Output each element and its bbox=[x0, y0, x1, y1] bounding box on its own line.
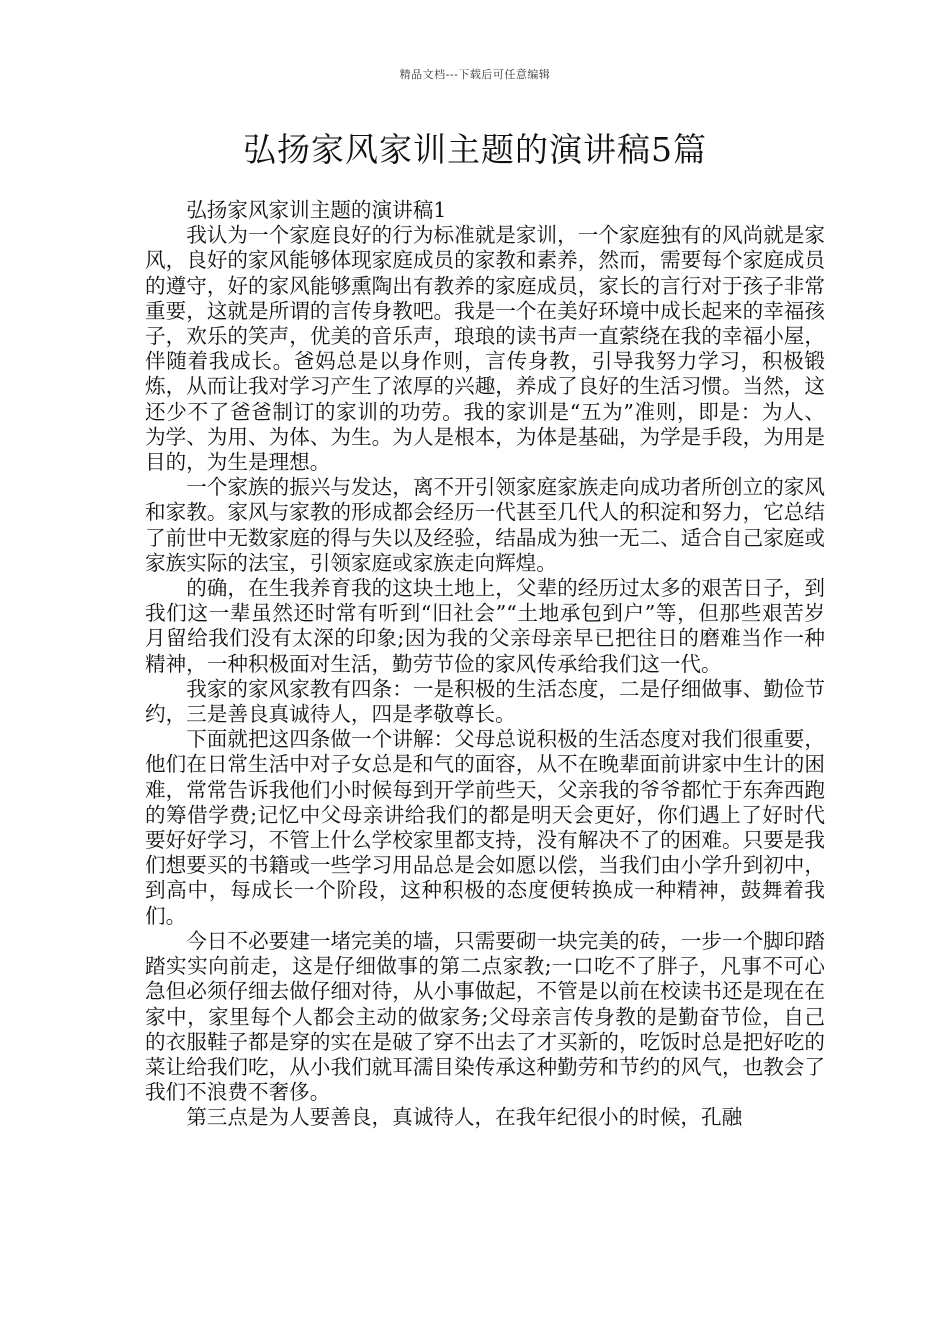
document-body bbox=[145, 198, 825, 1131]
paragraph-3: 的确，在生我养育我的这块土地上，父辈的经历过太多的艰苦日子，到我们这一辈虽然还时常有听到“旧社会”“土地承包到户”等，但那些艰苦岁月留给我们没有太深的印象;因为我的父亲母亲早已把往日的磨难当作一种精神，一种积极面对生活，勤劳节俭的家风传承给我们这一代。 bbox=[145, 576, 825, 676]
paragraph-1: 我认为一个家庭良好的行为标准就是家训，一个家庭独有的风尚就是家风，良好的家风能够体现家庭成员的家教和素养，然而，需要每个家庭成员的遵守，好的家风能够熏陶出有教养的家庭成员，家长的言行对于孩子非常重要，这就是所谓的言传身教吧。我是一个在美好环境中成长起来的幸福孩子，欢乐的笑声，优美的音乐声，琅琅的读书声一直萦绕在我的幸福小屋，伴随着我成长。爸妈总是以身作则，言传身教，引导我努力学习，积极锻炼，从而让我对学习产生了浓厚的兴趣，养成了良好的生活习惯。当然，这还少不了爸爸制订的家训的功劳。我的家训是“五为”准则，即是：为人、为学、为用、为体、为生。为人是根本，为体是基础，为学是手段，为用是目的，为生是理想。 bbox=[145, 223, 825, 475]
section-subheading: 弘扬家风家训主题的演讲稿1 bbox=[186, 198, 447, 222]
header-note: 精品文档---下载后可任意编辑 bbox=[399, 68, 551, 81]
paragraph-2: 一个家族的振兴与发达，离不开引领家庭家族走向成功者所创立的家风和家教。家风与家教的形成都会经历一代甚至几代人的积淀和努力，它总结了前世中无数家庭的得与失以及经验，结晶成为独一无二、适合自己家庭或家族实际的法宝，引领家庭或家族走向辉煌。 bbox=[145, 475, 825, 575]
document-title: 弘扬家风家训主题的演讲稿5篇 bbox=[243, 130, 707, 169]
paragraph-4: 我家的家风家教有四条：一是积极的生活态度，二是仔细做事、勤俭节约，三是善良真诚待人，四是孝敬尊长。 bbox=[145, 676, 825, 727]
paragraph-5: 下面就把这四条做一个讲解：父母总说积极的生活态度对我们很重要，他们在日常生活中对子女总是和气的面容，从不在晚辈面前讲家中生计的困难，常常告诉我他们小时候每到开学前些天，父亲我的爷爷都忙于东奔西跑的筹借学费;记忆中父母亲讲给我们的都是明天会更好，你们遇上了好时代要好好学习，不管上什么学校家里都支持，没有解决不了的困难。只要是我们想要买的书籍或一些学习用品总是会如愿以偿，当我们由小学升到初中，到高中，每成长一个阶段，这种积极的态度便转换成一种精神，鼓舞着我们。 bbox=[145, 727, 825, 928]
paragraph-7: 第三点是为人要善良，真诚待人，在我年纪很小的时候，孔融 bbox=[186, 1105, 743, 1130]
paragraph-6: 今日不必要建一堵完美的墙，只需要砌一块完美的砖，一步一个脚印踏踏实实向前走，这是仔细做事的第二点家教;一口吃不了胖子，凡事不可心急但必须仔细去做仔细对待，从小事做起，不管是以前在校读书还是现在在家中，家里每个人都会主动的做家务;父母亲言传身教的是勤奋节俭，自己的衣服鞋子都是穿的实在是破了穿不出去了才买新的，吃饭时总是把好吃的菜让给我们吃，从小我们就耳濡目染传承这种勤劳和节约的风气，也教会了我们不浪费不奢侈。 bbox=[145, 928, 825, 1105]
